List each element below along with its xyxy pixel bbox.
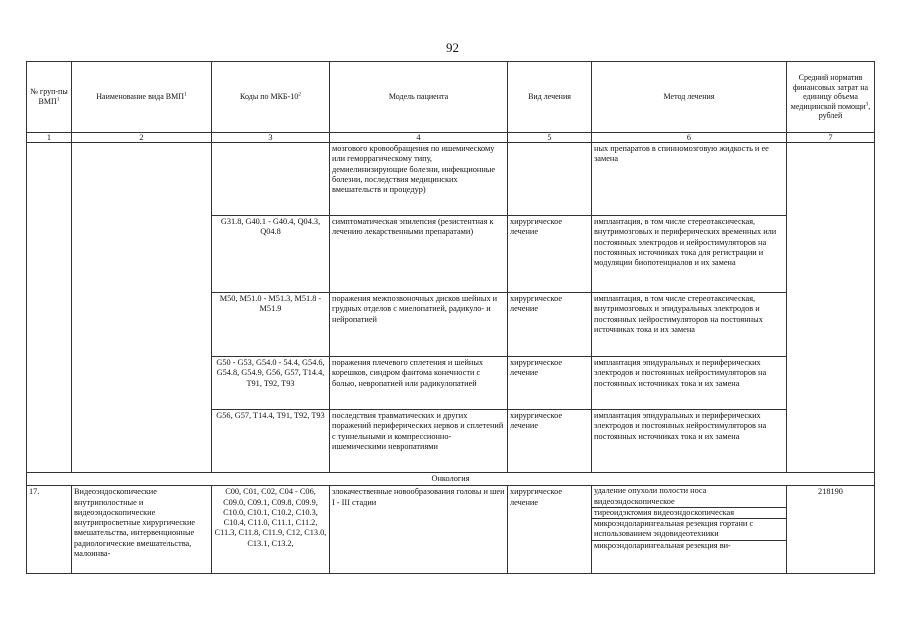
patient-model-cell: симптоматическая эпилепсия (резистентная к лечению лекарственными препаратами) bbox=[330, 216, 508, 293]
vmp-table bbox=[26, 61, 875, 574]
method-item: микроэндоларингеальная резекция ви- bbox=[594, 540, 731, 550]
vmp-name-cell bbox=[72, 143, 212, 473]
column-number: 5 bbox=[508, 133, 592, 143]
header-vmp-name: Наименование вида ВМП$^1$ bbox=[72, 62, 212, 133]
group-number-cell: 17. bbox=[27, 486, 72, 574]
treatment-method-cell: имплантация эпидуральных и периферических электродов и постоянных нейростимуляторов на постоянных источниках тока и их замена bbox=[592, 357, 787, 410]
treatment-method-cell: ных препаратов в спинномозговую жидкость и ее замена bbox=[592, 143, 787, 216]
icd-codes-cell: G56, G57, T14.4, T91, T92, T93 bbox=[212, 410, 330, 473]
patient-model-cell: мозгового кровообращения по ишемическому или геморрагическому типу, демиелинизирующие болезни, инфекционные болезни, последствия медицинских вмешательств и процедур) bbox=[330, 143, 508, 216]
icd-codes-cell: C00, C01, C02, C04 - C06, C09.0, C09.1, C09.8, C09.9, C10.0, C10.1, C10.2, C10.3, C10.4, C11.0, C11.1, C11.2, C11.3, C11.8, C11.9, C12, C13.0, C13.1, C13.2, bbox=[212, 486, 330, 574]
column-number-row bbox=[27, 133, 875, 143]
header-icd-codes: Коды по МКБ-$10^2$ bbox=[212, 62, 330, 133]
vmp-name-cell: Видеоэндоскопические внутриполостные и видеоэндоскопические внутрипросветные хирургические вмешательства, интервенционные радиологические вмешательства, малоинва- bbox=[72, 486, 212, 574]
method-item: микроэндоларингеальная резекция гортани с использованием эндовидеотехники bbox=[592, 519, 786, 541]
treatment-type-cell: хирургическое лечение bbox=[508, 293, 592, 357]
avg-cost-cell bbox=[787, 143, 875, 473]
column-number: 1 bbox=[27, 133, 72, 143]
method-item: удаление опухоли полости носа видеоэндоскопическое bbox=[592, 486, 786, 508]
header-treatment-method: Метод лечения bbox=[592, 62, 787, 133]
icd-codes-cell bbox=[212, 143, 330, 216]
header-treatment-type: Вид лечения bbox=[508, 62, 592, 133]
treatment-type-cell: хирургическое лечение bbox=[508, 216, 592, 293]
patient-model-cell: поражения плечевого сплетения и шейных корешков, синдром фантома конечности с болью, невропатией или радикулопатией bbox=[330, 357, 508, 410]
column-number: 6 bbox=[592, 133, 787, 143]
table-row bbox=[27, 143, 875, 216]
column-number: 7 bbox=[787, 133, 875, 143]
group-number-cell bbox=[27, 143, 72, 473]
treatment-method-cell: имплантация эпидуральных и периферических электродов и постоянных нейростимуляторов на постоянных источниках тока и их замена bbox=[592, 410, 787, 473]
table-row bbox=[27, 486, 875, 574]
header-group-number: № груп-пы ВМП$^1$ bbox=[27, 62, 72, 133]
icd-codes-cell: G31.8, G40.1 - G40.4, Q04.3, Q04.8 bbox=[212, 216, 330, 293]
section-title: Онкология bbox=[27, 473, 875, 486]
header-row bbox=[27, 62, 875, 133]
section-row bbox=[27, 473, 875, 486]
header-avg-cost: Средний норматив финансовых затрат на единицу объема медицинской помощи$^3$, рублей bbox=[787, 62, 875, 133]
method-item: тиреоидэктомия видеоэндоскопическая bbox=[592, 508, 786, 519]
avg-cost-cell: 218190 bbox=[787, 486, 875, 574]
patient-model-cell: последствия травматических и других поражений периферических нервов и сплетений с туннельными и компрессионно-ишемическими невропатиями bbox=[330, 410, 508, 473]
treatment-type-cell: хирургическое лечение bbox=[508, 486, 592, 574]
header-patient-model: Модель пациента bbox=[330, 62, 508, 133]
page-number: 92 bbox=[446, 40, 459, 55]
column-number: 4 bbox=[330, 133, 508, 143]
icd-codes-cell: G50 - G53, G54.0 - 54.4, G54.6, G54.8, G54.9, G56, G57, T14.4, T91, T92, T93 bbox=[212, 357, 330, 410]
treatment-method-cell: имплантация, в том числе стереотаксическая, внутримозговых и периферических временных или постоянных электродов и нейростимуляторов на постоянных источниках тока для регистрации и модуляции биопотенциалов и их замена bbox=[592, 216, 787, 293]
column-number: 3 bbox=[212, 133, 330, 143]
treatment-type-cell: хирургическое лечение bbox=[508, 357, 592, 410]
patient-model-cell: злокачественные новообразования головы и шеи I - III стадии bbox=[330, 486, 508, 574]
patient-model-cell: поражения межпозвоночных дисков шейных и грудных отделов с миелопатией, радикуло- и нейропатией bbox=[330, 293, 508, 357]
treatment-type-cell: хирургическое лечение bbox=[508, 410, 592, 473]
treatment-method-cell: имплантация, в том числе стереотаксическая, внутримозговых и эпидуральных электродов и постоянных нейростимуляторов на постоянных источниках тока и их замена bbox=[592, 293, 787, 357]
column-number: 2 bbox=[72, 133, 212, 143]
treatment-method-cell bbox=[592, 486, 787, 574]
icd-codes-cell: M50, M51.0 - M51.3, M51.8 - M51.9 bbox=[212, 293, 330, 357]
treatment-type-cell bbox=[508, 143, 592, 216]
